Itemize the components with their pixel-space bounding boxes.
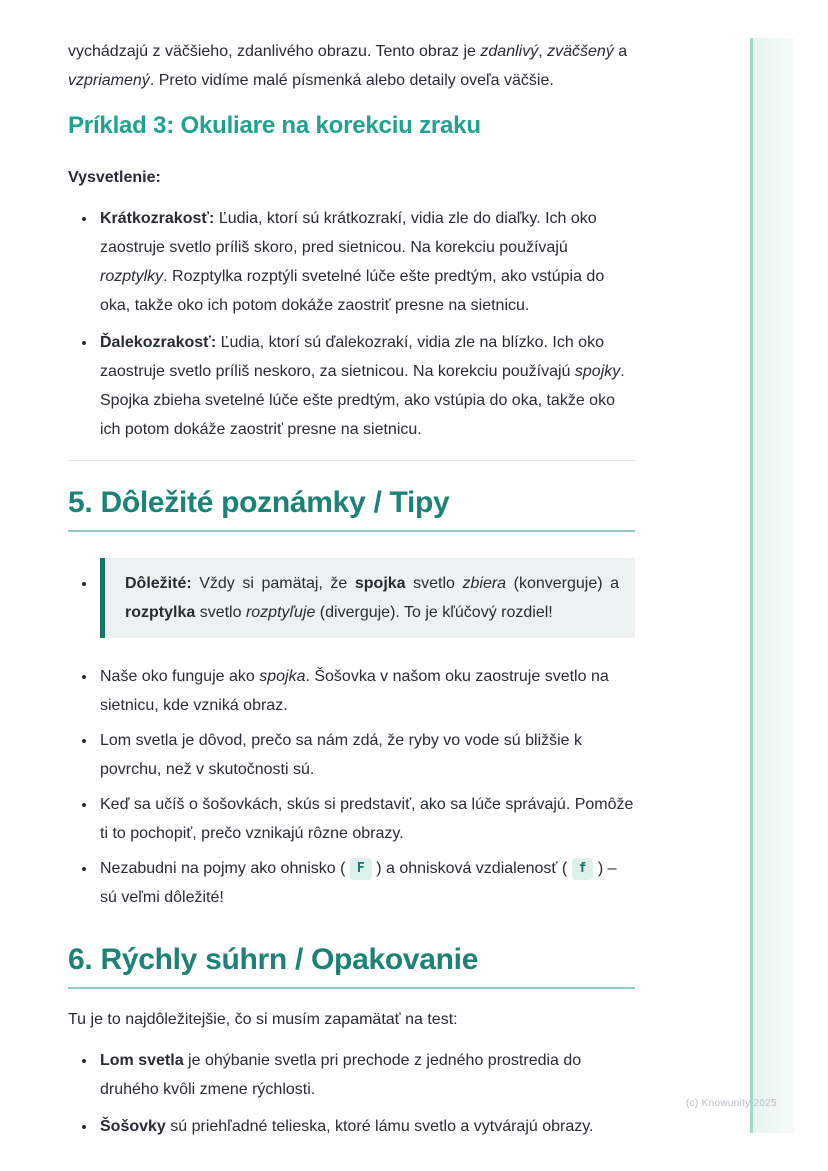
hyperopia-term: Ďalekozrakosť: bbox=[100, 334, 217, 351]
tips-list bbox=[68, 558, 635, 912]
copyright-notice: (c) Knowunity 2025 bbox=[686, 1098, 778, 1109]
intro-paragraph: vychádzajú z väčšieho, zdanlivého obrazu. Tento obraz je zdanlivý, zväčšený a vzpriamený. Preto vidíme malé písmenká alebo detaily oveľa väčšie. bbox=[68, 43, 628, 89]
callout-italic-rozptyluje: rozptyľuje bbox=[245, 604, 316, 621]
focus-point-chip: F bbox=[350, 858, 372, 880]
list-item-eye: • Naše oko funguje ako spojka. Šošovka v našom oku zaostruje svetlo na sietnicu, kde vzniká obraz. bbox=[97, 662, 635, 720]
important-callout: • Dôležité: Vždy si pamätaj, že spojka svetlo zbiera (konverguje) a rozptylka svetlo rozptyľuje (diverguje). To je kľúčový rozdiel! bbox=[100, 558, 635, 638]
list-item-myopia: • Krátkozrakosť: Ľudia, ktorí sú krátkozrakí, vidia zle do diaľky. Ich oko zaostruje svetlo príliš skoro, pred sietnicou. Na korekciu používajú rozptylky. Rozptylka rozptýli svetelné lúče ešte predtým, ako vstúpia do oka, takže oko ich potom dokáže zaostriť presne na sietnicu. bbox=[97, 204, 635, 320]
list-item-refraction: • Lom svetla je ohýbanie svetla pri prechode z jedného prostredia do druhého kvôli zmene rýchlosti. bbox=[97, 1046, 635, 1104]
section-divider bbox=[68, 460, 635, 461]
intro-italic-vzpriameny: vzpriamený bbox=[68, 72, 150, 89]
list-item-fish: • Lom svetla je dôvod, prečo sa nám zdá, že ryby vo vode sú bližšie k povrchu, než v skutočnosti sú. bbox=[97, 726, 635, 784]
list-item-callout bbox=[97, 558, 635, 638]
intro-italic-zvacseny: zväčšený bbox=[547, 43, 614, 60]
list-item-hyperopia: • Ďalekozrakosť: Ľudia, ktorí sú ďalekozrakí, vidia zle na blízko. Ich oko zaostruje svetlo príliš neskoro, za sietnicou. Na korekciu používajú spojky. Spojka zbieha svetelné lúče ešte predtým, ako vstúpia do oka, takže oko ich potom dokáže zaostriť presne na sietnicu. bbox=[97, 328, 635, 444]
list-item-lenses: • Šošovky sú priehľadné telieska, ktoré lámu svetlo a vytvárajú obrazy. bbox=[97, 1112, 635, 1141]
intro-italic-zdanlivy: zdanlivý bbox=[480, 43, 539, 60]
focal-length-chip: f bbox=[572, 858, 594, 880]
callout-bold-spojka: spojka bbox=[354, 575, 406, 592]
callout-bold-rozptylka: rozptylka bbox=[125, 604, 196, 621]
heading-section-6: 6. Rýchly súhrn / Opakovanie bbox=[68, 942, 635, 989]
document-content bbox=[68, 0, 635, 1141]
page-edge-strip bbox=[750, 38, 794, 1133]
myopia-term: Krátkozrakosť: bbox=[100, 210, 215, 227]
lenses-term: Šošovky bbox=[100, 1118, 166, 1135]
heading-priklad-3: Príklad 3: Okuliare na korekciu zraku bbox=[68, 112, 481, 139]
callout-italic-zbiera: zbiera bbox=[462, 575, 507, 592]
callout-label: Dôležité: bbox=[125, 575, 192, 592]
summary-lead: Tu je to najdôležitejšie, čo si musím zapamätať na test: bbox=[68, 1011, 458, 1028]
list-item-imagine: • Keď sa učíš o šošovkách, skús si predstaviť, ako sa lúče správajú. Pomôže ti to pochopiť, prečo vznikajú rôzne obrazy. bbox=[97, 790, 635, 848]
vision-defects-list bbox=[68, 204, 635, 444]
eye-italic-spojka: spojka bbox=[259, 668, 306, 685]
explanation-label: Vysvetlenie: bbox=[68, 169, 161, 186]
refraction-term: Lom svetla bbox=[100, 1052, 184, 1069]
hyperopia-italic-spojky: spojky bbox=[574, 363, 621, 380]
summary-list bbox=[68, 1046, 635, 1141]
myopia-italic-rozptylky: rozptylky bbox=[100, 268, 164, 285]
list-item-terms: • Nezabudni na pojmy ako ohnisko ( F ) a ohnisková vzdialenosť ( f ) – sú veľmi dôležité! bbox=[97, 854, 635, 912]
heading-section-5: 5. Dôležité poznámky / Tipy bbox=[68, 485, 635, 532]
intro-text: vychádzajú z väčšieho, zdanlivého obrazu. Tento obraz je bbox=[68, 43, 481, 60]
